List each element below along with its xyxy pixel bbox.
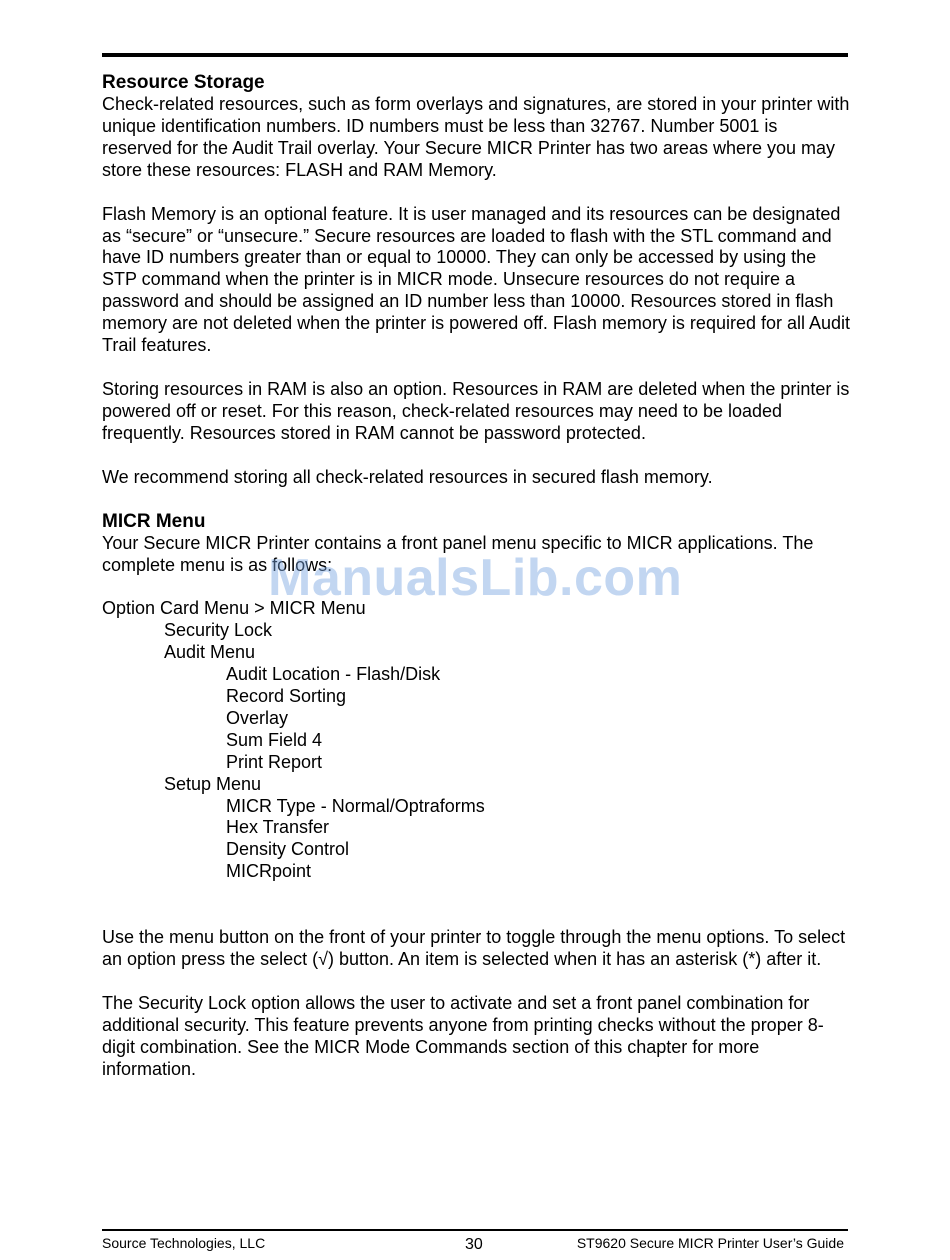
resource-storage-heading: Resource Storage (102, 72, 265, 93)
micr-menu-heading: MICR Menu (102, 510, 206, 532)
menu-item: Audit Location - Flash/Disk (226, 664, 441, 685)
resource-storage-para-2: Flash Memory is an optional feature. It is user managed and its resources can be designated as “secure” or “unsecure.” Secure resources are loaded to flash with the STL command and have ID numbers greater than or equal to 10000. They can only be accessed by using the STP command when the printer is in MICR mode. Unsecure resources do not require a password and should be assigned an ID number less than 10000. Resources stored in flash memory are not deleted when the printer is powered off. Flash memory is required for all Audit Trail features. (102, 203, 851, 356)
menu-item: Security Lock (164, 620, 273, 641)
menu-item: MICR Type - Normal/Optraforms (226, 795, 485, 816)
menu-item: Record Sorting (226, 686, 347, 707)
watermark: ManualsLib.com (268, 549, 683, 607)
menu-item: Sum Field 4 (226, 729, 323, 750)
menu-item: Overlay (226, 707, 289, 728)
menu-item: MICRpoint (226, 861, 312, 882)
menu-item: Audit Menu (164, 642, 256, 663)
menu-item: Hex Transfer (226, 817, 330, 838)
resource-storage-para-1: Check-related resources, such as form overlays and signatures, are stored in your printer with unique identification numbers. ID numbers must be less than 32767. Number 5001 is reserved for the Audit Trail overlay. Your Secure MICR Printer has two areas where you may store these resources: FLASH and RAM Memory. (102, 94, 850, 180)
menu-item: Setup Menu (164, 773, 262, 794)
menu-item: Density Control (226, 839, 350, 860)
footer-company: Source Technologies, LLC (102, 1235, 266, 1251)
menu-tree (102, 620, 852, 883)
micr-menu-intro: Your Secure MICR Printer contains a front panel menu specific to MICR applications. The complete menu is as follows: (102, 532, 814, 575)
micr-menu-para-2: The Security Lock option allows the user to activate and set a front panel combination for additional security. This feature prevents anyone from printing checks without the proper 8-digit combination. See the MICR Mode Commands section of this chapter for more information. (102, 993, 824, 1079)
page-content (102, 72, 852, 1081)
menu-root: Option Card Menu > MICR Menu (102, 598, 366, 619)
footer-guide-title: ST9620 Secure MICR Printer User’s Guide (576, 1235, 844, 1251)
resource-storage-para-3: Storing resources in RAM is also an option. Resources in RAM are deleted when the printer is powered off or reset. For this reason, check-related resources may need to be loaded frequently. Resources stored in RAM cannot be password protected. (102, 378, 850, 443)
menu-item: Print Report (226, 751, 323, 772)
bottom-rule (102, 1229, 848, 1231)
resource-storage-para-4: We recommend storing all check-related resources in secured flash memory. (102, 466, 713, 487)
micr-menu-para-1: Use the menu button on the front of your printer to toggle through the menu options. To select an option press the select (√) button. An item is selected when it has an asterisk (*) after it. (102, 927, 846, 970)
top-rule (102, 53, 848, 57)
page-number: 30 (465, 1236, 483, 1253)
